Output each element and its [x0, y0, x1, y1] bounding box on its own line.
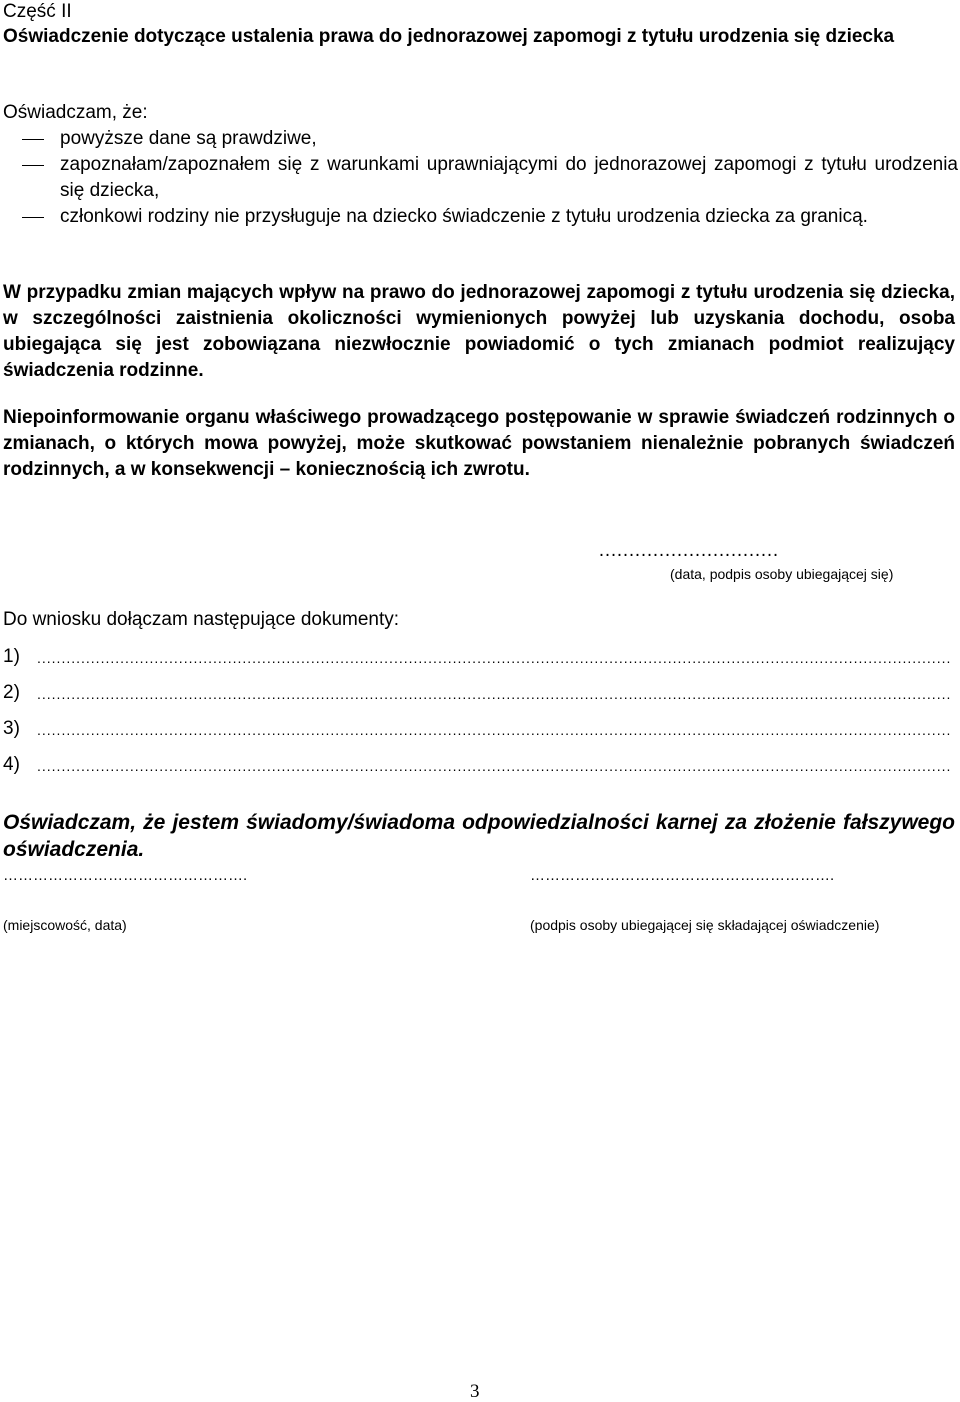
attachment-fill-line: [37, 717, 950, 743]
signature-caption: (data, podpis osoby ubiegającej się): [670, 566, 894, 582]
declaration-item: [0, 126, 958, 152]
place-date-line: ………………………………………….: [3, 867, 248, 884]
attachment-number: 4): [3, 754, 20, 775]
attachment-row: [0, 681, 958, 717]
attachment-fill-line: [37, 645, 950, 671]
attachment-fill-line: [37, 753, 950, 779]
dash-bullet-icon: [22, 217, 44, 218]
place-date-caption: (miejscowość, data): [3, 917, 127, 933]
declaration-item: [0, 152, 958, 204]
declaration-intro: Oświadczam, że:: [3, 102, 148, 123]
declaration-item-text: powyższe dane są prawdziwe,: [60, 128, 317, 149]
criminal-liability-statement: Oświadczam, że jestem świadomy/świadoma odpowiedzialności karnej za złożenie fałszywego oświadczenia.: [3, 811, 955, 861]
attachment-number: 1): [3, 646, 20, 667]
dash-bullet-icon: [22, 165, 44, 166]
attachment-row: [0, 645, 958, 681]
changes-obligation-paragraph: W przypadku zmian mających wpływ na prawo do jednorazowej zapomogi z tytułu urodzenia się dziecka, w szczególności zaistnienia okoliczności wymienionych powyżej lub uzyskania dochodu, osoba ubiegająca się jest zobowiązana niezwłocznie powiadomić o tych zmianach podmiot realizujący świadczenia rodzinne.: [3, 282, 955, 381]
attachment-number: 3): [3, 718, 20, 739]
declaration-item: [0, 204, 958, 230]
notification-consequence-paragraph: Niepoinformowanie organu właściwego prowadzącego postępowanie w sprawie świadczeń rodzinnych o zmianach, o których mowa powyżej, może skutkować powstaniem nienależnie pobranych świadczeń rodzinnych, a w konsekwencji – koniecznością ich zwrotu.: [3, 407, 955, 480]
applicant-signature-line: …………………………………………………….: [530, 867, 835, 884]
attachments-intro: Do wniosku dołączam następujące dokumenty:: [3, 609, 400, 630]
declaration-title: Oświadczenie dotyczące ustalenia prawa do jednorazowej zapomogi z tytułu urodzenia się dziecka: [3, 26, 895, 47]
attachment-row: [0, 753, 958, 789]
dash-bullet-icon: [22, 139, 44, 140]
declaration-item-text: członkowi rodziny nie przysługuje na dziecko świadczenie z tytułu urodzenia dziecka za granicą.: [60, 206, 868, 227]
part-label: Część II: [3, 1, 72, 22]
declaration-item-text: zapoznałam/zapoznałem się z warunkami uprawniającymi do jednorazowej zapomogi z tytułu urodzenia się dziecka,: [60, 154, 958, 201]
attachment-fill-line: [37, 681, 950, 707]
declaration-list: [0, 126, 958, 230]
page-number: 3: [470, 1381, 480, 1402]
attachment-number: 2): [3, 682, 20, 703]
applicant-signature-caption: (podpis osoby ubiegającej się składającej oświadczenie): [530, 917, 880, 933]
signature-line: …………………………: [598, 540, 778, 561]
attachments-list: [0, 645, 958, 789]
attachment-row: [0, 717, 958, 753]
